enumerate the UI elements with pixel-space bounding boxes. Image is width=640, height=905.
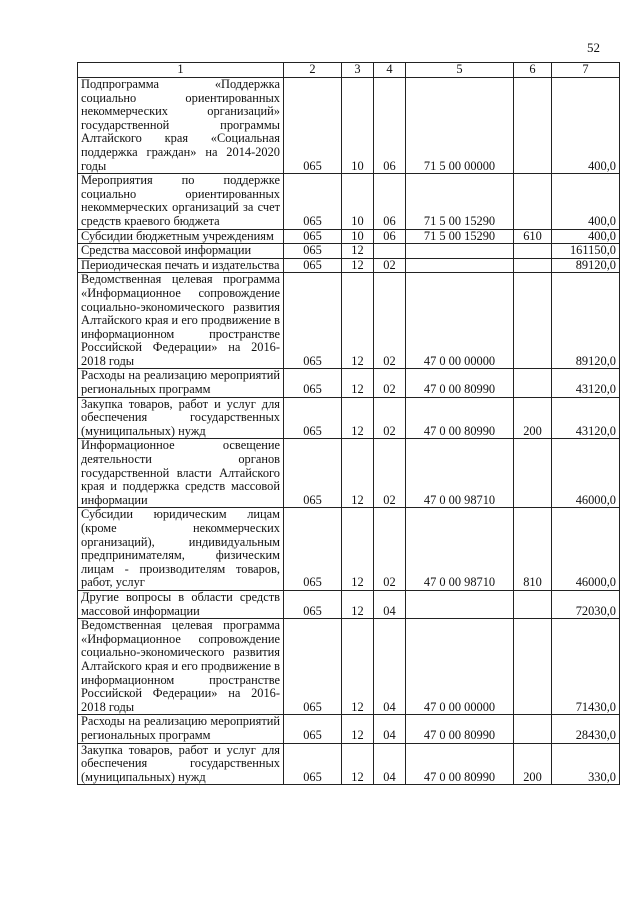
row-type [514, 439, 552, 508]
table-row [78, 273, 620, 369]
row-target: 71 5 00 15290 [406, 229, 514, 244]
row-name: Субсидии юридическим лицам (кроме некоммерческих организаций), индивидуальным предпринимателям, физическим лицам - производителям товаров, работ, услуг [78, 508, 284, 591]
row-name: Субсидии бюджетным учреждениям [78, 229, 284, 244]
row-name: Закупка товаров, работ и услуг для обеспечения государственных (муниципальных) нужд [78, 397, 284, 439]
row-amount: 330,0 [552, 743, 620, 785]
row-code: 065 [284, 397, 342, 439]
table-row [78, 78, 620, 174]
row-section: 12 [342, 244, 374, 259]
row-type [514, 244, 552, 259]
page-number: 52 [587, 40, 600, 55]
row-amount: 400,0 [552, 78, 620, 174]
table-row [78, 508, 620, 591]
row-name: Расходы на реализацию мероприятий региональных программ [78, 369, 284, 397]
row-amount: 161150,0 [552, 244, 620, 259]
row-code: 065 [284, 508, 342, 591]
column-header: 2 [284, 63, 342, 78]
row-name: Расходы на реализацию мероприятий региональных программ [78, 715, 284, 743]
row-code: 065 [284, 78, 342, 174]
row-section: 12 [342, 369, 374, 397]
row-amount: 28430,0 [552, 715, 620, 743]
table-row [78, 369, 620, 397]
table-row [78, 174, 620, 229]
table-row [78, 258, 620, 273]
row-type [514, 369, 552, 397]
column-header: 6 [514, 63, 552, 78]
row-subsection: 04 [374, 619, 406, 715]
row-name: Средства массовой информации [78, 244, 284, 259]
row-subsection: 06 [374, 229, 406, 244]
row-subsection: 04 [374, 590, 406, 618]
row-amount: 71430,0 [552, 619, 620, 715]
row-section: 12 [342, 619, 374, 715]
row-section: 12 [342, 743, 374, 785]
row-code: 065 [284, 244, 342, 259]
row-code: 065 [284, 619, 342, 715]
row-target: 47 0 00 80990 [406, 397, 514, 439]
table-row [78, 715, 620, 743]
row-subsection: 02 [374, 369, 406, 397]
row-target: 47 0 00 98710 [406, 439, 514, 508]
row-code: 065 [284, 439, 342, 508]
table-row [78, 244, 620, 259]
row-amount: 46000,0 [552, 508, 620, 591]
row-code: 065 [284, 258, 342, 273]
row-type: 610 [514, 229, 552, 244]
row-section: 12 [342, 397, 374, 439]
row-section: 10 [342, 78, 374, 174]
table-row [78, 743, 620, 785]
row-type: 200 [514, 743, 552, 785]
row-amount: 89120,0 [552, 273, 620, 369]
row-code: 065 [284, 715, 342, 743]
row-subsection: 06 [374, 174, 406, 229]
row-subsection: 06 [374, 78, 406, 174]
row-target: 71 5 00 00000 [406, 78, 514, 174]
row-subsection: 02 [374, 258, 406, 273]
row-name: Закупка товаров, работ и услуг для обеспечения государственных (муниципальных) нужд [78, 743, 284, 785]
row-type [514, 715, 552, 743]
row-code: 065 [284, 369, 342, 397]
row-name: Другие вопросы в области средств массовой информации [78, 590, 284, 618]
row-subsection: 04 [374, 715, 406, 743]
row-amount: 400,0 [552, 229, 620, 244]
column-header: 3 [342, 63, 374, 78]
row-target: 47 0 00 00000 [406, 273, 514, 369]
header-row [78, 63, 620, 78]
row-type [514, 273, 552, 369]
row-name: Подпрограмма «Поддержка социально ориентированных некоммерческих организаций» государственной программы Алтайского края «Социальная поддержка граждан» на 2014-2020 годы [78, 78, 284, 174]
row-target: 47 0 00 80990 [406, 369, 514, 397]
row-code: 065 [284, 273, 342, 369]
row-section: 12 [342, 715, 374, 743]
row-type [514, 174, 552, 229]
row-target: 71 5 00 15290 [406, 174, 514, 229]
row-subsection [374, 244, 406, 259]
row-type: 200 [514, 397, 552, 439]
table-row [78, 590, 620, 618]
row-target: 47 0 00 80990 [406, 743, 514, 785]
row-section: 10 [342, 229, 374, 244]
row-name: Периодическая печать и издательства [78, 258, 284, 273]
table-row [78, 397, 620, 439]
row-target [406, 258, 514, 273]
row-target [406, 590, 514, 618]
row-amount: 46000,0 [552, 439, 620, 508]
row-name: Ведомственная целевая программа «Информационное сопровождение социально-экономического развития Алтайского края и его продвижение в информационном пространстве Российской Федерации» на 2016-2018 годы [78, 619, 284, 715]
row-section: 12 [342, 258, 374, 273]
row-section: 10 [342, 174, 374, 229]
row-amount: 43120,0 [552, 397, 620, 439]
row-amount: 400,0 [552, 174, 620, 229]
column-header: 4 [374, 63, 406, 78]
row-subsection: 02 [374, 439, 406, 508]
row-subsection: 02 [374, 273, 406, 369]
row-amount: 89120,0 [552, 258, 620, 273]
row-type: 810 [514, 508, 552, 591]
row-subsection: 02 [374, 508, 406, 591]
row-code: 065 [284, 590, 342, 618]
column-header: 5 [406, 63, 514, 78]
row-code: 065 [284, 229, 342, 244]
row-type [514, 619, 552, 715]
row-section: 12 [342, 439, 374, 508]
table-row [78, 229, 620, 244]
row-subsection: 04 [374, 743, 406, 785]
row-code: 065 [284, 174, 342, 229]
row-target [406, 244, 514, 259]
row-type [514, 590, 552, 618]
row-target: 47 0 00 98710 [406, 508, 514, 591]
row-amount: 43120,0 [552, 369, 620, 397]
row-type [514, 258, 552, 273]
row-section: 12 [342, 273, 374, 369]
table-row [78, 439, 620, 508]
column-header: 7 [552, 63, 620, 78]
row-target: 47 0 00 80990 [406, 715, 514, 743]
table-body [78, 78, 620, 785]
row-amount: 72030,0 [552, 590, 620, 618]
row-name: Информационное освещение деятельности органов государственной власти Алтайского края и поддержка средств массовой информации [78, 439, 284, 508]
row-name: Мероприятия по поддержке социально ориентированных некоммерческих организаций за счет средств краевого бюджета [78, 174, 284, 229]
column-header: 1 [78, 63, 284, 78]
row-subsection: 02 [374, 397, 406, 439]
row-name: Ведомственная целевая программа «Информационное сопровождение социально-экономического развития Алтайского края и его продвижение в информационном пространстве Российской Федерации» на 2016-2018 годы [78, 273, 284, 369]
row-code: 065 [284, 743, 342, 785]
row-target: 47 0 00 00000 [406, 619, 514, 715]
row-type [514, 78, 552, 174]
row-section: 12 [342, 508, 374, 591]
table-row [78, 619, 620, 715]
budget-table [77, 62, 620, 785]
row-section: 12 [342, 590, 374, 618]
